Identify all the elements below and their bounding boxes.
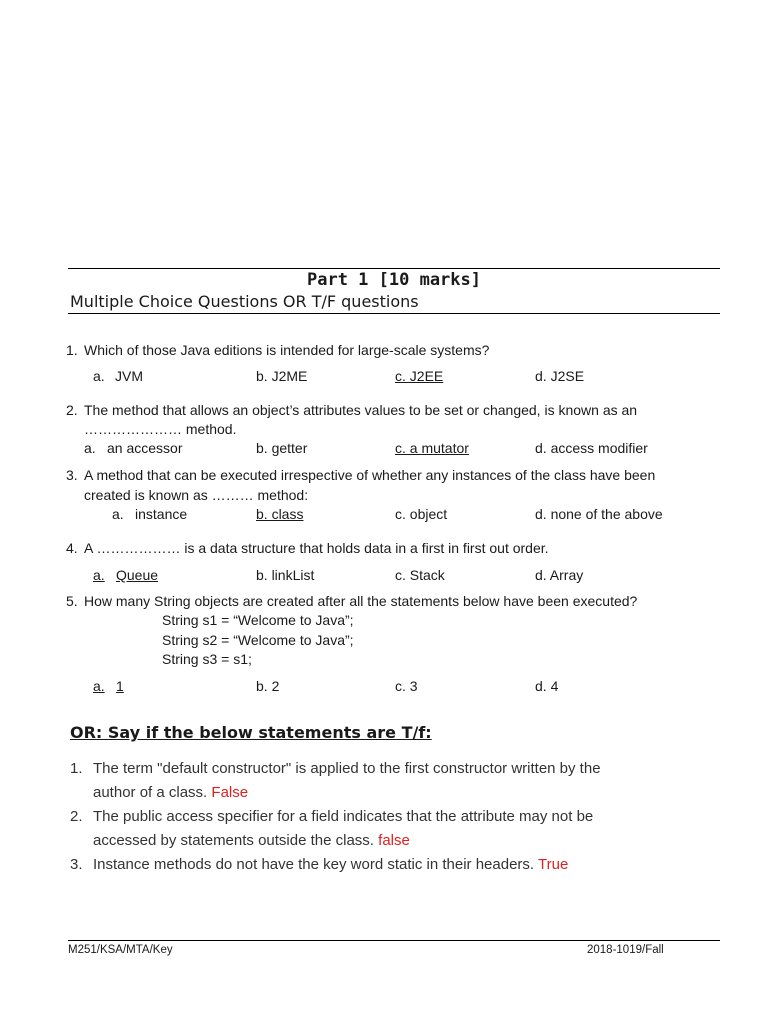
tf-2-line2-wrap: [93, 832, 410, 849]
q5-option-a-answer: 1: [116, 678, 124, 694]
q5-code-line1: String s1 = “Welcome to Java”;: [162, 612, 354, 628]
q3-option-b-answer: b. class: [256, 506, 304, 522]
question-2-text-line1: The method that allows an object’s attributes values to be set or changed, is known as an: [84, 402, 638, 418]
q1-option-a-letter: a.: [93, 368, 105, 384]
q5-option-a-letter: a.: [93, 678, 105, 694]
q5-option-d: d. 4: [535, 678, 559, 694]
q2-option-a: an accessor: [107, 440, 183, 456]
q3-option-a: instance: [135, 506, 188, 522]
q2-option-d: d. access modifier: [535, 440, 648, 456]
q5-code-line2: String s2 = “Welcome to Java”;: [162, 632, 354, 648]
question-5-number: 5.: [66, 593, 78, 609]
q3-option-d: d. none of the above: [535, 506, 663, 522]
q4-option-d: d. Array: [535, 567, 584, 583]
tf-2-number: 2.: [70, 808, 83, 825]
question-3-text-line1: A method that can be executed irrespective of whether any instances of the class have been: [84, 467, 656, 483]
q4-option-c: c. Stack: [395, 567, 445, 583]
question-1-number: 1.: [66, 342, 78, 358]
footer-left: M251/KSA/MTA/Key: [68, 944, 173, 956]
tf-3-line-wrap: [93, 856, 568, 873]
tf-1-answer: False: [211, 784, 249, 801]
tf-1-line2: author of a class.: [93, 784, 208, 801]
tf-1-line2-wrap: [93, 784, 248, 801]
subtitle-rule: [68, 313, 720, 314]
question-2-text-line2: ………………… method.: [84, 421, 237, 437]
question-4-text: A ……………… is a data structure that holds data in a first in first out order.: [84, 540, 549, 556]
tf-3-line1: Instance methods do not have the key word static in their headers.: [93, 856, 535, 873]
question-3-text-line2: created is known as ……… method:: [84, 487, 309, 503]
q4-option-a-letter: a.: [93, 567, 105, 583]
tf-3-number: 3.: [70, 856, 83, 873]
footer-right: 2018-1019/Fall: [587, 944, 664, 956]
q5-option-c: c. 3: [395, 678, 418, 694]
q4-option-a-answer: Queue: [116, 567, 159, 583]
tf-1-line1: The term "default constructor" is applied to the first constructor written by the: [93, 760, 601, 777]
q1-option-d: d. J2SE: [535, 368, 585, 384]
tf-heading: OR: Say if the below statements are T/f:: [70, 723, 432, 742]
top-rule: [68, 268, 720, 269]
question-4-number: 4.: [66, 540, 78, 556]
q5-option-b: b. 2: [256, 678, 280, 694]
q2-option-c-answer: c. a mutator: [395, 440, 469, 456]
question-1-text: Which of those Java editions is intended for large-scale systems?: [84, 342, 490, 358]
question-5-text: How many String objects are created after all the statements below have been executed?: [84, 593, 638, 609]
part-title: Part 1 [10 marks]: [307, 270, 481, 290]
question-3-number: 3.: [66, 467, 78, 483]
tf-2-answer: false: [378, 832, 410, 849]
q2-option-b: b. getter: [256, 440, 308, 456]
q5-code-line3: String s3 = s1;: [162, 651, 252, 667]
part-subtitle: Multiple Choice Questions OR T/F questions: [70, 292, 419, 311]
tf-3-answer: True: [538, 856, 569, 873]
q1-option-c-answer: c. J2EE: [395, 368, 444, 384]
q1-option-b: b. J2ME: [256, 368, 308, 384]
q2-option-a-letter: a.: [84, 440, 96, 456]
question-2-number: 2.: [66, 402, 78, 418]
q3-option-a-letter: a.: [112, 506, 124, 522]
tf-2-line2: accessed by statements outside the class.: [93, 832, 374, 849]
footer-rule: [68, 940, 720, 941]
q3-option-c: c. object: [395, 506, 448, 522]
tf-1-number: 1.: [70, 760, 83, 777]
tf-2-line1: The public access specifier for a field indicates that the attribute may not be: [93, 808, 594, 825]
q1-option-a: JVM: [115, 368, 143, 384]
q4-option-b: b. linkList: [256, 567, 315, 583]
